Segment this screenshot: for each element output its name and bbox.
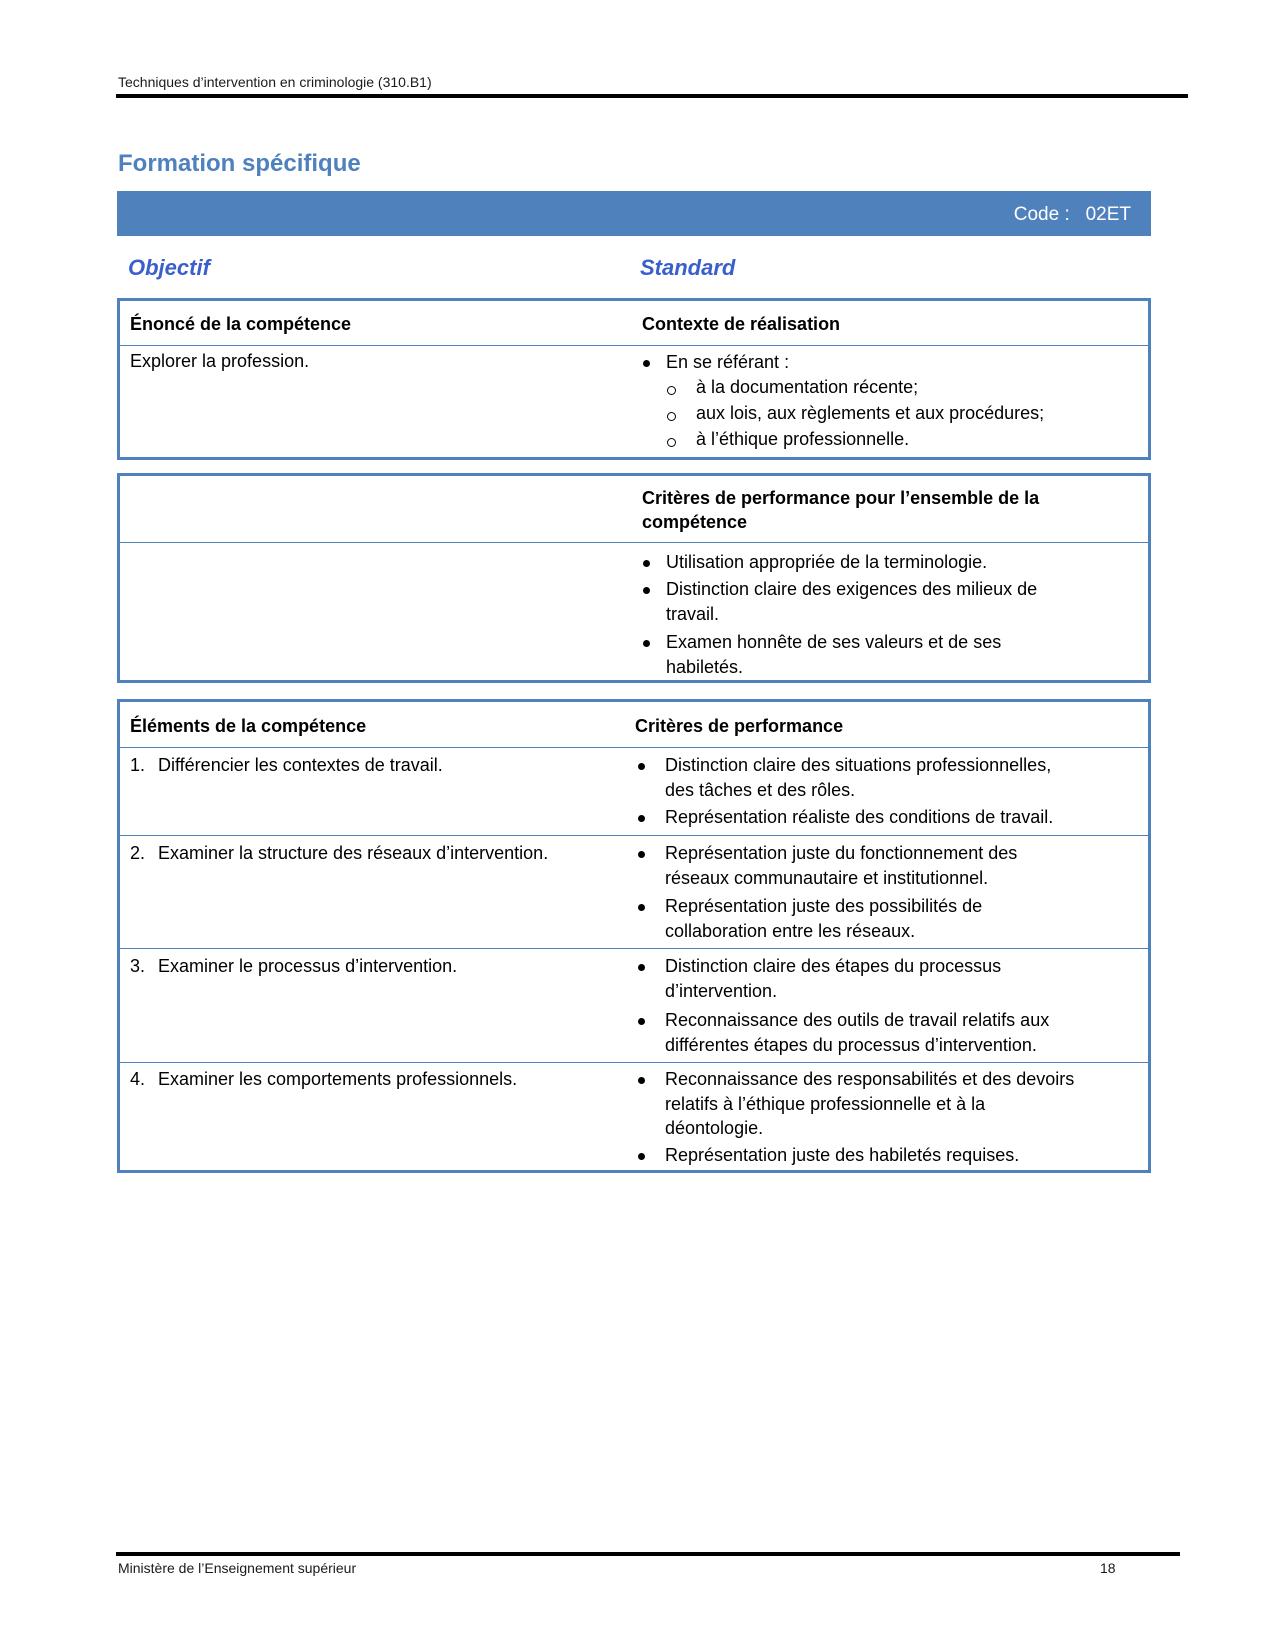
circle-bullet-icon: [667, 386, 676, 395]
performance-item: Utilisation appropriée de la terminologie.: [666, 552, 988, 572]
performance-ensemble-table: [117, 473, 1151, 683]
bullet-icon: [638, 964, 645, 971]
contexte-header: Contexte de réalisation: [642, 314, 841, 334]
bullet-icon: [643, 560, 650, 567]
page-number: 18: [1100, 1560, 1116, 1576]
context-item: à l’éthique professionnelle.: [696, 429, 910, 449]
footer-text: Ministère de l’Enseignement supérieur: [118, 1560, 357, 1576]
bullet-icon: [638, 1018, 645, 1025]
criteria-item: Représentation juste des possibilités de: [665, 896, 983, 916]
criteria-item: collaboration entre les réseaux.: [665, 921, 916, 941]
criteria-item: Représentation réaliste des conditions de travail.: [665, 807, 1054, 827]
standard-label: Standard: [640, 255, 736, 280]
element-text: Examiner la structure des réseaux d’intervention.: [158, 843, 549, 863]
criteria-item: des tâches et des rôles.: [665, 780, 856, 800]
criteria-item: Distinction claire des étapes du processus: [665, 956, 1002, 976]
code-bar: [117, 191, 1151, 236]
table-divider: [120, 542, 1148, 543]
circle-bullet-icon: [667, 412, 676, 421]
criteria-item: d’intervention.: [665, 981, 778, 1001]
element-number: 2.: [130, 843, 146, 863]
criteria-item: différentes étapes du processus d’intervention.: [665, 1035, 1037, 1055]
performance-item: habiletés.: [666, 657, 744, 677]
elements-table: [117, 699, 1151, 1173]
objectif-label: Objectif: [128, 255, 210, 280]
bullet-icon: [643, 587, 650, 594]
element-text: Examiner le processus d’intervention.: [158, 956, 458, 976]
row-divider: [120, 1062, 1148, 1063]
footer-rule: [116, 1552, 1180, 1556]
criteria-item: Reconnaissance des outils de travail relatifs aux: [665, 1010, 1050, 1030]
criteria-item: Distinction claire des situations professionnelles,: [665, 755, 1052, 775]
bullet-icon: [638, 1153, 645, 1160]
row-divider: [120, 835, 1148, 836]
element-text: Examiner les comportements professionnels.: [158, 1069, 518, 1089]
bullet-icon: [643, 360, 650, 367]
element-number: 4.: [130, 1069, 146, 1089]
table-divider: [120, 345, 1148, 346]
enonce-header: Énoncé de la compétence: [130, 314, 352, 334]
bullet-icon: [638, 904, 645, 911]
running-header: Techniques d’intervention en criminologie (310.B1): [118, 74, 432, 90]
table-divider: [120, 747, 1148, 748]
criteria-item: Reconnaissance des responsabilités et des devoirs: [665, 1069, 1075, 1089]
criteria-item: relatifs à l’éthique professionnelle et à la: [665, 1094, 986, 1114]
criteres-header: Critères de performance: [635, 716, 844, 736]
performance-item: travail.: [666, 604, 720, 624]
performance-ensemble-header: compétence: [642, 512, 748, 532]
performance-item: Examen honnête de ses valeurs et de ses: [666, 632, 1002, 652]
criteria-item: Représentation juste du fonctionnement des: [665, 843, 1018, 863]
bullet-icon: [638, 1077, 645, 1084]
element-number: 1.: [130, 755, 146, 775]
context-item: à la documentation récente;: [696, 377, 919, 397]
elements-header: Éléments de la compétence: [130, 716, 367, 736]
row-divider: [120, 948, 1148, 949]
section-title: Formation spécifique: [118, 150, 361, 177]
bullet-icon: [643, 640, 650, 647]
criteria-item: déontologie.: [665, 1118, 764, 1138]
performance-item: Distinction claire des exigences des milieux de: [666, 579, 1038, 599]
bullet-icon: [638, 763, 645, 770]
header-rule: [116, 94, 1188, 98]
context-item: aux lois, aux règlements et aux procédures;: [696, 403, 1045, 423]
criteria-item: réseaux communautaire et institutionnel.: [665, 868, 989, 888]
context-intro: En se référant :: [666, 352, 790, 372]
circle-bullet-icon: [667, 438, 676, 447]
criteria-item: Représentation juste des habiletés requises.: [665, 1145, 1020, 1165]
competence-table: [117, 298, 1151, 460]
enonce-text: Explorer la profession.: [130, 351, 310, 371]
bullet-icon: [638, 851, 645, 858]
performance-ensemble-header: Critères de performance pour l’ensemble de la: [642, 488, 1040, 508]
code-label: Code : 02ET: [1013, 204, 1131, 225]
element-number: 3.: [130, 956, 146, 976]
bullet-icon: [638, 815, 645, 822]
element-text: Différencier les contextes de travail.: [158, 755, 443, 775]
